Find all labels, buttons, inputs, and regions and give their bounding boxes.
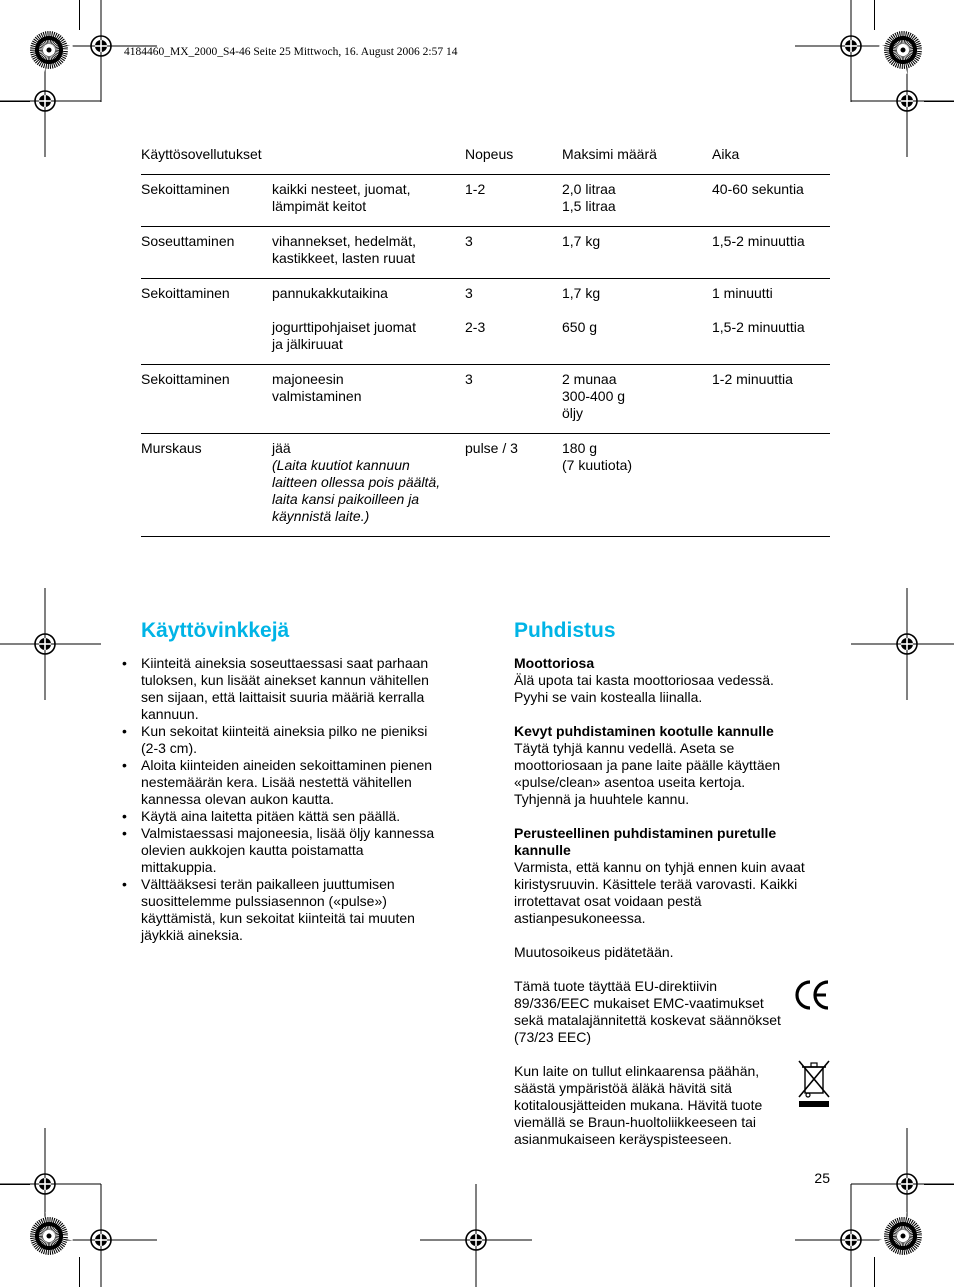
cell-action bbox=[141, 440, 202, 457]
header-max-amount: Maksimi määrä bbox=[562, 146, 657, 162]
cell-line: 1 minuutti bbox=[712, 285, 773, 301]
cell-line: kiristysruuvin. Käsittele terää varovasti. Kaikki bbox=[514, 876, 798, 892]
weee-text bbox=[514, 1063, 834, 1148]
cell-action bbox=[141, 285, 230, 302]
table-row bbox=[141, 434, 830, 537]
table-header bbox=[141, 146, 830, 175]
cell-speed bbox=[465, 440, 518, 457]
tip-item bbox=[122, 825, 461, 876]
cell-time bbox=[712, 285, 805, 336]
cell-line: kannessa olevan aukon kautta. bbox=[141, 791, 335, 807]
cell-line: nestemäärän kera. Lisää nestettä vähitellen bbox=[141, 774, 412, 790]
cell-line: 300-400 g bbox=[562, 388, 626, 404]
cleaning-subsection bbox=[514, 723, 834, 808]
cell-item bbox=[272, 440, 457, 525]
bullet: • bbox=[122, 723, 127, 739]
cell-line: majoneesin bbox=[272, 371, 344, 387]
cell-line: (73/23 EEC) bbox=[514, 1029, 592, 1045]
cell-line: 1-2 bbox=[465, 181, 486, 197]
cell-line: tuloksen, kun lisäät ainekset kannun vähitellen bbox=[141, 672, 429, 688]
cleaning-section bbox=[514, 619, 834, 1148]
cell-line: Perusteellinen puhdistaminen puretulle bbox=[514, 825, 777, 841]
cell-line: Käytä aina laitetta pitäen kättä sen päällä. bbox=[141, 808, 401, 824]
cell-line: kaikki nesteet, juomat, bbox=[272, 181, 411, 197]
ce-text bbox=[514, 978, 834, 1046]
cell-line: 2 munaa bbox=[562, 371, 617, 387]
cell-line: sekä matalajännitettä koskevat säännökset bbox=[514, 1012, 781, 1028]
cell-line: 1,5-2 minuuttia bbox=[712, 319, 805, 335]
cell-amount bbox=[562, 181, 616, 215]
crossed-bin-icon bbox=[797, 1059, 831, 1109]
print-star-target-icon bbox=[30, 1217, 68, 1255]
table-row bbox=[141, 279, 830, 365]
cell-line: 3 bbox=[465, 285, 473, 301]
cell-line: 89/336/EEC mukaiset EMC-vaatimukset bbox=[514, 995, 764, 1011]
cell-amount bbox=[562, 233, 600, 250]
cell-line: 1,5-2 minuuttia bbox=[712, 233, 805, 249]
cell-line: laitteen ollessa pois päältä, bbox=[272, 474, 441, 490]
cell-line: kastikkeet, lasten ruuat bbox=[272, 250, 416, 266]
cell-line: jää bbox=[272, 440, 291, 456]
cell-line bbox=[465, 302, 485, 319]
cell-line: Pyyhi se vain kostealla liinalla. bbox=[514, 689, 703, 705]
ce-statement bbox=[514, 978, 834, 1046]
cell-line: käyttämistä, kun sekoitat kiinteitä tai muuten bbox=[141, 910, 415, 926]
tip-item bbox=[122, 655, 461, 723]
weee-statement bbox=[514, 1063, 834, 1148]
registration-mark-icon bbox=[0, 588, 101, 700]
cell-line: öljy bbox=[562, 405, 584, 421]
cell-speed bbox=[465, 371, 473, 388]
cell-line: vihannekset, hedelmät, bbox=[272, 233, 416, 249]
bullet: • bbox=[122, 825, 127, 841]
cell-line: sen sijaan, että laittaisit suuria määriä kerralla bbox=[141, 689, 425, 705]
print-star-target-icon bbox=[884, 1217, 922, 1255]
bullet: • bbox=[122, 808, 127, 824]
cell-item bbox=[272, 233, 457, 267]
print-star-target-icon bbox=[884, 31, 922, 69]
tips-title: Käyttövinkkejä bbox=[141, 619, 290, 642]
cell-item bbox=[272, 285, 457, 353]
print-star-target-icon bbox=[30, 31, 68, 69]
cell-line: (7 kuutiota) bbox=[562, 457, 633, 473]
cell-line: 1,5 litraa bbox=[562, 198, 616, 214]
cell-line: Välttääksesi terän paikalleen juuttumisen bbox=[141, 876, 395, 892]
cell-line: 1,7 kg bbox=[562, 233, 601, 249]
registration-mark-icon bbox=[420, 1184, 532, 1287]
cell-line: Soseuttaminen bbox=[141, 233, 235, 249]
cell-speed bbox=[465, 233, 473, 250]
cell-line: Tämä tuote täyttää EU-direktiivin bbox=[514, 978, 718, 994]
cell-line: 180 g bbox=[562, 440, 598, 456]
cell-line: kotitalousjätteiden mukana. Hävitä tuote bbox=[514, 1097, 763, 1113]
cell-line: Täytä tyhjä kannu vedellä. Aseta se bbox=[514, 740, 735, 756]
cell-line: Aloita kiinteiden aineiden sekoittaminen pienen bbox=[141, 757, 433, 773]
tip-item bbox=[122, 808, 461, 825]
cell-line: 650 g bbox=[562, 319, 598, 335]
table-row bbox=[141, 365, 830, 434]
bullet: • bbox=[122, 655, 127, 671]
cell-line: 40-60 sekuntia bbox=[712, 181, 804, 197]
table-body bbox=[141, 175, 830, 537]
cell-speed bbox=[465, 181, 485, 198]
cell-line: Murskaus bbox=[141, 440, 202, 456]
header-speed: Nopeus bbox=[465, 146, 514, 162]
header-time: Aika bbox=[712, 146, 740, 162]
cell-action bbox=[141, 181, 230, 198]
cell-item bbox=[272, 181, 457, 215]
cell-line: moottoriosaan ja pane laite päälle käyttäen bbox=[514, 757, 781, 773]
cell-line: 2-3 bbox=[465, 319, 486, 335]
cell-line: Kiinteitä aineksia soseuttaessasi saat parhaan bbox=[141, 655, 429, 671]
cell-line: 2,0 litraa bbox=[562, 181, 616, 197]
cell-action bbox=[141, 233, 234, 250]
cell-line: 3 bbox=[465, 233, 473, 249]
cell-line: jogurttipohjaiset juomat bbox=[272, 319, 416, 335]
cell-line bbox=[712, 302, 805, 319]
cell-line: kannulle bbox=[514, 842, 571, 858]
cell-amount bbox=[562, 285, 600, 336]
tip-item bbox=[122, 723, 461, 757]
cell-line: pannukakkutaikina bbox=[272, 285, 388, 301]
cell-action bbox=[141, 371, 230, 388]
tip-item bbox=[122, 757, 461, 808]
cell-line: viemällä se Braun-huoltoliikkeeseen tai bbox=[514, 1114, 757, 1130]
cell-line: säästä ympäristöä äläkä hävitä sitä bbox=[514, 1080, 732, 1096]
cell-time bbox=[712, 181, 804, 198]
bullet: • bbox=[122, 757, 127, 773]
cell-line: 3 bbox=[465, 371, 473, 387]
cleaning-subsection bbox=[514, 825, 834, 927]
usage-tips bbox=[122, 619, 461, 944]
cell-speed bbox=[465, 285, 485, 336]
cell-line: pulse / 3 bbox=[465, 440, 518, 456]
change-notice: Muutosoikeus pidätetään. bbox=[514, 944, 674, 960]
header-application: Käyttösovellutukset bbox=[141, 146, 262, 162]
table-row bbox=[141, 227, 830, 279]
cell-line: olevien aukkojen kautta poistamatta bbox=[141, 842, 364, 858]
cell-line: Sekoittaminen bbox=[141, 371, 230, 387]
cell-line: 1,7 kg bbox=[562, 285, 601, 301]
registration-mark-icon bbox=[851, 588, 954, 700]
cell-line: jäykkiä aineksia. bbox=[141, 927, 243, 943]
cell-line: (Laita kuutiot kannuun bbox=[272, 457, 410, 473]
usage-table bbox=[141, 146, 830, 537]
cell-line: Sekoittaminen bbox=[141, 285, 230, 301]
tip-item bbox=[122, 876, 461, 944]
cell-item bbox=[272, 371, 457, 405]
tips-list bbox=[122, 655, 461, 944]
cleaning-title: Puhdistus bbox=[514, 619, 616, 642]
page-number: 25 bbox=[814, 1170, 830, 1186]
ce-mark-icon bbox=[794, 978, 832, 1012]
cell-line: kannuun. bbox=[141, 706, 199, 722]
cell-amount bbox=[562, 440, 632, 474]
cell-time bbox=[712, 233, 805, 250]
cell-time bbox=[712, 371, 793, 388]
cell-line bbox=[272, 302, 457, 319]
cell-line: mittakuppia. bbox=[141, 859, 217, 875]
cell-line: Varmista, että kannu on tyhjä ennen kuin avaat bbox=[514, 859, 805, 875]
cell-line: irrotettavat osat voidaan pestä bbox=[514, 893, 702, 909]
cell-line: Tyhjennä ja huuhtele kannu. bbox=[514, 791, 690, 807]
cell-line: Älä upota tai kasta moottoriosaa vedessä. bbox=[514, 672, 774, 688]
cell-line: Kun sekoitat kiinteitä aineksia pilko ne pieniksi bbox=[141, 723, 428, 739]
table-row bbox=[141, 175, 830, 227]
cell-line: «pulse/clean» asentoa useita kertoja. bbox=[514, 774, 746, 790]
cell-line: laita kansi paikoilleen ja bbox=[272, 491, 420, 507]
cell-line: asianmukaiseen keräyspisteeseen. bbox=[514, 1131, 732, 1147]
cell-line: Kevyt puhdistaminen kootulle kannulle bbox=[514, 723, 774, 739]
print-slug: 4184460_MX_2000_S4-46 Seite 25 Mittwoch, 16. August 2006 2:57 14 bbox=[124, 46, 458, 58]
cell-line: käynnistä laite.) bbox=[272, 508, 370, 524]
cell-line bbox=[562, 302, 600, 319]
cell-line: (2-3 cm). bbox=[141, 740, 197, 756]
cell-line: valmistaminen bbox=[272, 388, 362, 404]
cell-line: lämpimät keitot bbox=[272, 198, 367, 214]
cell-line: ja jälkiruuat bbox=[272, 336, 343, 352]
cleaning-subsection bbox=[514, 655, 834, 706]
cell-line: Moottoriosa bbox=[514, 655, 595, 671]
bullet: • bbox=[122, 876, 127, 892]
cell-line: astianpesukoneessa. bbox=[514, 910, 646, 926]
cell-line: Sekoittaminen bbox=[141, 181, 230, 197]
cell-line: 1-2 minuuttia bbox=[712, 371, 793, 387]
cleaning-subsections bbox=[514, 655, 834, 927]
cell-amount bbox=[562, 371, 625, 422]
cell-line: Kun laite on tullut elinkaarensa päähän, bbox=[514, 1063, 760, 1079]
cell-line: Valmistaessasi majoneesia, lisää öljy kannessa bbox=[141, 825, 435, 841]
cell-line: suosittelemme pulssiasennon («pulse») bbox=[141, 893, 387, 909]
